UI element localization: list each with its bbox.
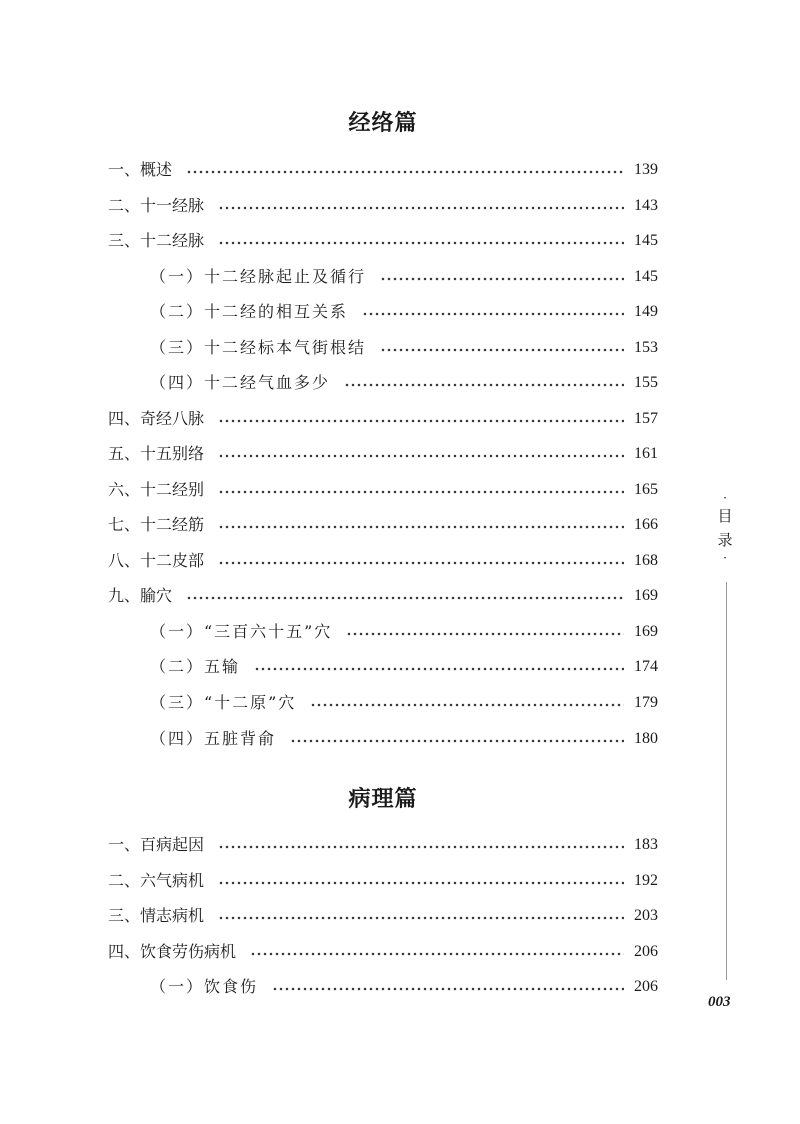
toc-page-number: 166 (634, 516, 658, 533)
toc-entry[interactable] (108, 194, 658, 218)
toc-entry[interactable] (108, 229, 658, 253)
toc-subentry[interactable] (150, 975, 658, 999)
toc-entry-label: （四）十二经气血多少 (150, 373, 331, 392)
toc-entry[interactable] (108, 940, 658, 964)
toc-entry[interactable] (108, 869, 658, 893)
toc-entry-label: 一、概述 (108, 160, 173, 179)
toc-page-number: 183 (634, 836, 658, 853)
toc-entry-label: （一）“三百六十五”穴 (150, 622, 333, 641)
toc-entry[interactable] (108, 478, 658, 502)
toc-entry-label: （一）十二经脉起止及循行 (150, 267, 367, 286)
dot-leader (310, 691, 624, 715)
toc-page-number: 206 (634, 978, 658, 995)
toc-page-number: 180 (634, 730, 658, 747)
dot-leader (254, 655, 624, 679)
toc-subentry[interactable] (150, 336, 658, 360)
dot-leader (218, 442, 624, 466)
dot-leader (218, 513, 624, 537)
toc-page-number: 143 (634, 197, 658, 214)
toc-entry[interactable] (108, 407, 658, 431)
toc-entry[interactable] (108, 549, 658, 573)
toc-entry-label: 八、十二皮部 (108, 551, 205, 570)
toc-entry-label: （二）五输 (150, 657, 241, 676)
toc-entry-label: 四、饮食劳伤病机 (108, 942, 237, 961)
toc-page-number: 192 (634, 872, 658, 889)
toc-subentry[interactable] (150, 265, 658, 289)
side-dot-bottom: · (723, 551, 727, 565)
toc-entry-label: 九、腧穴 (108, 586, 173, 605)
dot-leader (380, 265, 624, 289)
toc-entry[interactable] (108, 584, 658, 608)
dot-leader (218, 194, 624, 218)
side-dot-top: · (723, 491, 727, 505)
dot-leader (362, 300, 624, 324)
dot-leader (218, 833, 624, 857)
dot-leader (290, 727, 624, 751)
toc-page-number: 206 (634, 943, 658, 960)
toc-subentry[interactable] (150, 300, 658, 324)
toc-entry-label: 五、十五别络 (108, 444, 205, 463)
dot-leader (346, 620, 624, 644)
toc-subentry[interactable] (150, 620, 658, 644)
toc-entry-label: （四）五脏背俞 (150, 729, 277, 748)
toc-page-number: 139 (634, 161, 658, 178)
toc-entry[interactable] (108, 158, 658, 182)
toc-page-number: 145 (634, 268, 658, 285)
dot-leader (380, 336, 624, 360)
dot-leader (344, 371, 624, 395)
toc-page-number: 153 (634, 339, 658, 356)
toc-subentry[interactable] (150, 371, 658, 395)
toc-page-number: 145 (634, 232, 658, 249)
toc-entry-label: 七、十二经筋 (108, 515, 205, 534)
dot-leader (186, 584, 624, 608)
toc-entry-label: 二、十一经脉 (108, 196, 205, 215)
dot-leader (218, 478, 624, 502)
toc-page-number: 157 (634, 410, 658, 427)
toc-page-number: 169 (634, 587, 658, 604)
toc-entry[interactable] (108, 833, 658, 857)
dot-leader (218, 229, 624, 253)
side-char-mu: 目 (717, 507, 733, 525)
side-char-lu: 录 (717, 531, 733, 549)
dot-leader (272, 975, 624, 999)
toc-page-number: 161 (634, 445, 658, 462)
toc-entry-label: （一）饮食伤 (150, 977, 259, 996)
toc-entry[interactable] (108, 904, 658, 928)
toc-page-number: 174 (634, 658, 658, 675)
toc-page-number: 155 (634, 374, 658, 391)
toc-page-number: 169 (634, 623, 658, 640)
toc-entry-label: 四、奇经八脉 (108, 409, 205, 428)
toc-entry-label: 二、六气病机 (108, 871, 205, 890)
toc-subentry[interactable] (150, 655, 658, 679)
toc-entry-label: 一、百病起因 (108, 835, 205, 854)
dot-leader (218, 407, 624, 431)
toc-page-number: 168 (634, 552, 658, 569)
toc-entry[interactable] (108, 513, 658, 537)
page-number: 003 (708, 994, 731, 1010)
dot-leader (218, 869, 624, 893)
toc-entry-label: （三）十二经标本气街根结 (150, 338, 367, 357)
section-title-bingli: 病理篇 (348, 786, 418, 812)
toc-subentry[interactable] (150, 727, 658, 751)
toc-subentry[interactable] (150, 691, 658, 715)
toc-page-number: 179 (634, 694, 658, 711)
toc-page-number: 203 (634, 907, 658, 924)
dot-leader (218, 904, 624, 928)
dot-leader (218, 549, 624, 573)
side-divider-line (726, 582, 727, 980)
toc-page-number: 149 (634, 303, 658, 320)
dot-leader (186, 158, 624, 182)
dot-leader (250, 940, 624, 964)
running-header-mulu (715, 492, 735, 564)
toc-page-number: 165 (634, 481, 658, 498)
toc-entry-label: 六、十二经别 (108, 480, 205, 499)
section-title-jingluo: 经络篇 (348, 110, 418, 136)
toc-entry-label: （二）十二经的相互关系 (150, 302, 349, 321)
toc-entry-label: 三、十二经脉 (108, 231, 205, 250)
toc-entry[interactable] (108, 442, 658, 466)
toc-entry-label: （三）“十二原”穴 (150, 693, 297, 712)
toc-entry-label: 三、情志病机 (108, 906, 205, 925)
